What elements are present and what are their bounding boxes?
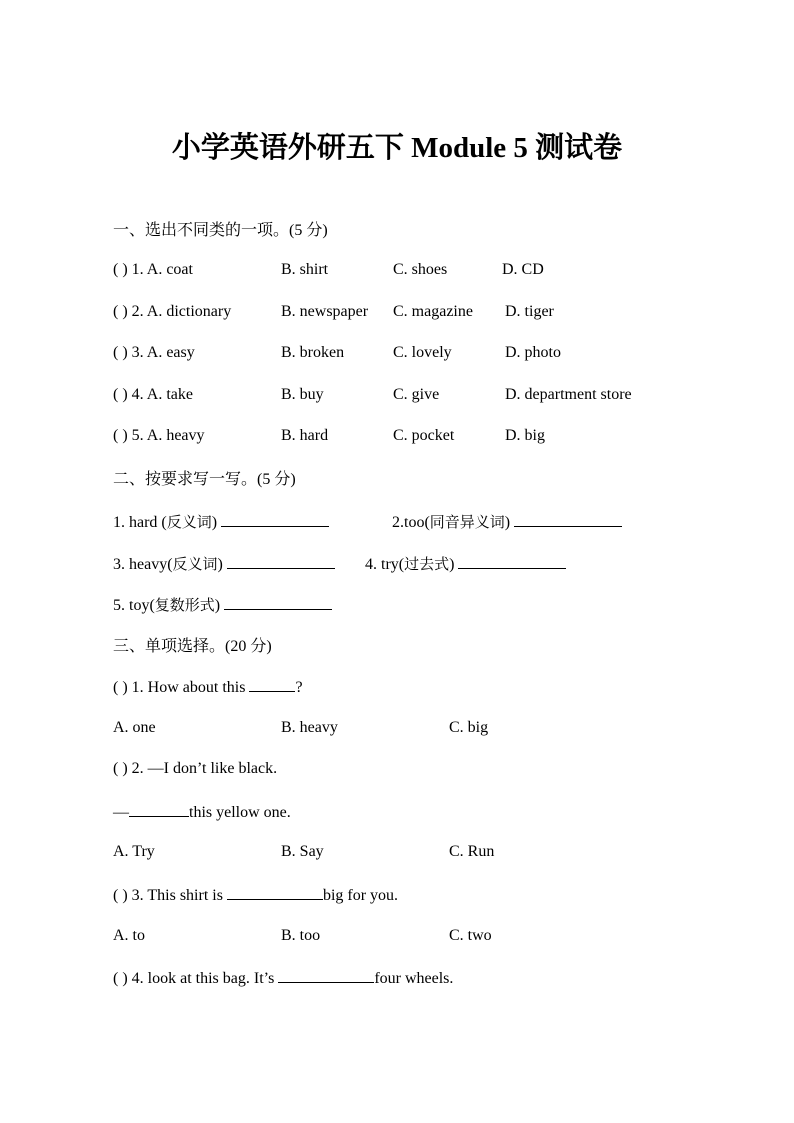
s2-item-2-hint: 同音异义词 — [429, 513, 505, 531]
s2-item-5-blank[interactable] — [224, 592, 332, 610]
s3-q2-option-b: B. Say — [281, 843, 324, 860]
s3-q3-blank[interactable] — [227, 882, 323, 900]
s3-q2-option-c: C. Run — [449, 843, 495, 860]
section1-heading — [113, 218, 328, 242]
s2-item-1-close: ) — [211, 514, 218, 531]
section3-heading — [113, 634, 272, 658]
s3-q2-blank[interactable] — [129, 799, 189, 817]
s2-item-5-hint: 复数形式 — [154, 596, 215, 614]
s3-q2-reply-end: this yellow one. — [189, 804, 291, 821]
s2-item-3 — [113, 551, 335, 577]
s2-item-1-blank[interactable] — [221, 509, 329, 527]
s1-q5-option-d: D. big — [505, 427, 545, 444]
section3-heading-text: 三、单项选择。 — [113, 636, 226, 655]
s3-q1-blank[interactable] — [249, 674, 295, 692]
s1-q1-option-d: D. CD — [502, 261, 544, 278]
s2-item-3-word: 3. heavy( — [113, 556, 173, 573]
s1-q5-option-c: C. pocket — [393, 427, 455, 444]
s1-q2-option-c: C. magazine — [393, 303, 473, 320]
s3-question-1 — [113, 674, 303, 698]
s3-q2-reply — [113, 799, 291, 823]
s1-q3-option-b: B. broken — [281, 344, 345, 361]
page-title: 小学英语外研五下 Module 5 测试卷 — [171, 132, 623, 164]
s2-item-2-word: 2.too( — [392, 514, 430, 531]
s1-q2-option-b: B. newspaper — [281, 303, 369, 320]
s3-q3-option-c: C. two — [449, 927, 492, 944]
s1-q1-option-c: C. shoes — [393, 261, 448, 278]
s1-q5-option-b: B. hard — [281, 427, 329, 444]
s2-item-4-blank[interactable] — [458, 551, 566, 569]
s1-q4-option-b: B. buy — [281, 386, 324, 403]
section2-heading — [113, 467, 296, 491]
s3-q3-stem: ( ) 3. This shirt is — [113, 887, 223, 904]
s2-item-3-close: ) — [217, 556, 223, 573]
s2-item-4-close: ) — [449, 556, 455, 573]
s3-question-4 — [113, 965, 453, 989]
s1-q1-option-b: B. shirt — [281, 261, 329, 278]
s2-item-5 — [113, 592, 332, 618]
s2-item-2-blank[interactable] — [514, 509, 622, 527]
s1-q3-option-a: ( ) 3. A. easy — [113, 344, 195, 361]
s3-q1-option-c: C. big — [449, 719, 489, 736]
s2-item-1-word: 1. hard ( — [113, 514, 167, 531]
s2-item-2-close: ) — [504, 514, 511, 531]
s3-q3-option-b: B. too — [281, 927, 321, 944]
s3-q2-stem: ( ) 2. —I don’t like black. — [113, 760, 278, 777]
section3-points: (20 分) — [225, 638, 272, 655]
s1-q2-option-a: ( ) 2. A. dictionary — [113, 303, 232, 320]
s3-question-2 — [113, 757, 277, 781]
s3-q4-end: four wheels. — [374, 970, 454, 987]
section2-points: (5 分) — [257, 471, 296, 488]
s3-q4-stem: ( ) 4. look at this bag. It’s — [113, 970, 275, 987]
s3-q2-option-a: A. Try — [113, 843, 155, 860]
s2-item-2 — [392, 509, 622, 535]
s2-item-5-word: 5. toy( — [113, 597, 155, 614]
s3-q2-reply-dash: — — [113, 804, 129, 821]
s2-item-5-close: ) — [214, 597, 221, 614]
s2-item-3-hint: 反义词 — [172, 555, 218, 573]
s3-q1-stem: ( ) 1. How about this — [113, 679, 246, 696]
s2-item-4-hint: 过去式 — [404, 555, 450, 573]
section1-heading-text: 一、选出不同类的一项。 — [113, 220, 290, 239]
s3-q3-option-a: A. to — [113, 927, 145, 944]
s2-item-4 — [365, 551, 566, 577]
s1-q3-option-c: C. lovely — [393, 344, 452, 361]
s1-q4-option-c: C. give — [393, 386, 440, 403]
s1-q3-option-d: D. photo — [505, 344, 561, 361]
section2-heading-text: 二、按要求写一写。 — [113, 469, 258, 488]
s1-q5-option-a: ( ) 5. A. heavy — [113, 427, 205, 444]
s3-q1-option-b: B. heavy — [281, 719, 338, 736]
s3-q3-end: big for you. — [322, 887, 399, 904]
s2-item-1-hint: 反义词 — [166, 513, 212, 531]
s3-q1-end: ? — [295, 679, 303, 696]
s3-q4-blank[interactable] — [278, 965, 374, 983]
s1-q4-option-a: ( ) 4. A. take — [113, 386, 193, 403]
s3-question-3 — [113, 882, 398, 906]
s1-q2-option-d: D. tiger — [505, 303, 554, 320]
s1-q4-option-d: D. department store — [505, 386, 632, 403]
s2-item-4-word: 4. try( — [365, 556, 405, 573]
s2-item-1 — [113, 509, 329, 535]
section1-points: (5 分) — [289, 222, 328, 239]
s2-item-3-blank[interactable] — [227, 551, 335, 569]
s1-q1-option-a: ( ) 1. A. coat — [113, 261, 193, 278]
s3-q1-option-a: A. one — [113, 719, 156, 736]
